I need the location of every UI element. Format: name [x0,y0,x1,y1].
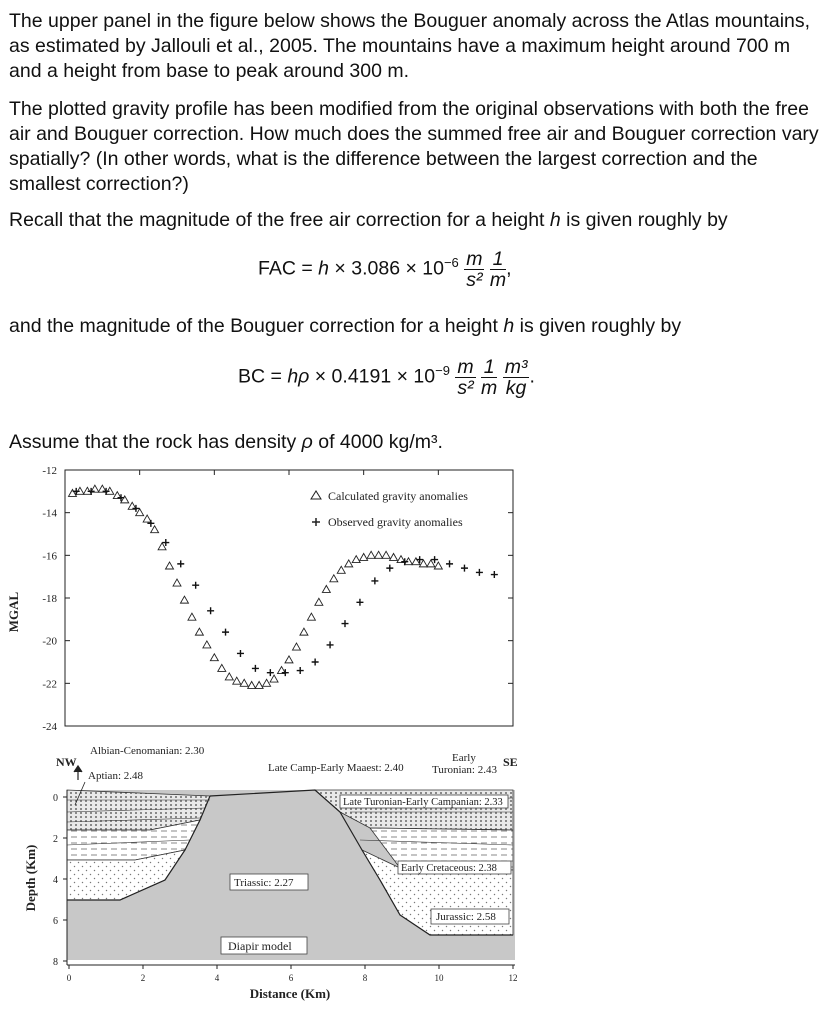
observed-point [297,667,304,674]
observed-point [118,494,125,501]
calculated-point [345,560,353,567]
label-se: SE [503,755,518,769]
distance-axis-label: Distance (Km) [249,986,331,1001]
calculated-point [225,673,233,680]
calculated-point [263,679,271,686]
observed-point [476,569,483,576]
observed-point [371,577,378,584]
paragraph-fac-intro: Recall that the magnitude of the free air correction for a height h is given roughly by [9,209,728,231]
observed-point [192,582,199,589]
label-early-2: Turonian: 2.43 [432,764,497,776]
fac-equation: FAC = $h \times 3.086 \times 10^{-6}$ $\frac{m}{\text{s²}}$ $\frac{1}{m}$ , [258,248,512,291]
observed-point [252,665,259,672]
calculated-point [285,656,293,663]
x-ticks [65,470,513,475]
calculated-point [218,664,226,671]
depth-tick-label: 0 [53,793,58,804]
observed-point [237,650,244,657]
legend-calculated: Calculated gravity anomalies [328,489,468,503]
calculated-point [375,551,383,558]
observed-point [177,560,184,567]
calculated-point [390,553,398,560]
calculated-point [203,641,211,648]
distance-tick-label: 2 [140,973,146,983]
calculated-point [255,681,263,688]
calculated-point [330,575,338,582]
calculated-point [352,556,360,563]
calculated-point [158,543,166,550]
observed-point [312,659,319,666]
paragraph-question: The plotted gravity profile has been modified from the original observations with both the free air and Bouguer correction. How much does the summed free air and Bouguer correction vary spatially? (In other words, what is the difference between the largest correction and the smallest correction?) [9,98,819,195]
y-tick-label: -12 [42,465,57,477]
paragraph-bc-intro: and the magnitude of the Bouguer correction for a height h is given roughly by [9,315,682,337]
label-albian: Albian-Cenomanian: 2.30 [90,745,205,757]
y-tick-label: -24 [42,721,57,733]
observed-point [491,571,498,578]
plot-frame [65,470,513,726]
observed-point [446,560,453,567]
distance-tick-label: 0 [66,973,72,983]
label-late-camp: Late Camp-Early Maaest: 2.40 [268,762,404,774]
calculated-point [315,598,323,605]
calculated-point [292,643,300,650]
distance-tick-group [67,965,518,983]
calculated-point [419,560,427,567]
bc-equation: BC = $h\rho \times 0.4191 \times 10^{-9}$ $\frac{m}{\text{s²}}$ $\frac{1}{m}$ $\frac{\text{m³}}{kg}$ . [238,356,535,399]
legend-triangle-icon [311,491,321,499]
y-tick-label: -14 [42,507,57,520]
label-early-1: Early [452,752,476,764]
depth-tick-group [53,793,67,968]
calculated-point [382,551,390,558]
calculated-point [180,596,188,603]
y-axis [42,465,513,733]
distance-tick-label: 8 [362,973,368,983]
legend [311,489,468,529]
calculated-point [248,681,256,688]
calculated-point [367,551,375,558]
label-jurassic: Jurassic: 2.58 [436,911,496,923]
observed-point [386,565,393,572]
label-nw: NW [56,755,77,769]
calculated-point [210,654,218,661]
observed-point [461,565,468,572]
calculated-point [307,613,315,620]
cross-section [23,745,518,1001]
calculated-point [173,579,181,586]
observed-point [222,629,229,636]
gravity-figure [0,455,825,1024]
calculated-point [412,558,420,565]
depth-tick-label: 8 [53,957,58,968]
label-diapir-model: Diapir model [228,939,292,953]
calculated-point [121,496,129,503]
calculated-point [151,526,159,533]
label-early-cretaceous: Early Cretaceous: 2.38 [401,863,497,874]
calculated-point [434,562,442,569]
legend-plus-icon [312,518,320,526]
distance-tick-label: 6 [288,973,294,983]
observed-point [147,520,154,527]
y-tick-label: -18 [42,593,57,605]
calculated-point [360,553,368,560]
label-triassic: Triassic: 2.27 [234,877,294,889]
depth-tick-label: 4 [53,875,58,886]
observed-point [267,669,274,676]
calculated-point [240,679,248,686]
calculated-point [188,613,196,620]
distance-tick-label: 12 [508,973,518,983]
y-tick-label: -20 [42,635,57,648]
observed-point [356,599,363,606]
calculated-point [270,675,278,682]
calculated-point [68,489,76,496]
calculated-point [233,677,241,684]
observed-point [207,607,214,614]
observed-point [342,620,349,627]
observed-point [327,641,334,648]
calculated-point [300,628,308,635]
calculated-point [195,628,203,635]
paragraph-intro: The upper panel in the figure below shows the Bouguer anomaly across the Atlas mountains, as estimated by Jallouli et al., 2005. The mountains have a maximum height around 700 m and a height from base to peak around 300 m. [9,10,811,82]
legend-observed: Observed gravity anomalies [328,515,463,529]
y-tick-label: -16 [42,550,57,563]
calculated-point [166,562,174,569]
paragraph-density: Assume that the rock has density ρ of 4000 kg/m³. [9,431,443,453]
distance-tick-label: 4 [214,973,220,983]
calculated-point [322,585,330,592]
depth-axis-label: Depth (Km) [23,844,38,912]
distance-tick-label: 10 [434,973,444,983]
y-tick-label: -22 [42,678,57,691]
observed-point [282,669,289,676]
label-late-turonian: Late Turonian-Early Campanian: 2.33 [343,797,503,808]
calculated-point [427,560,435,567]
label-aptian: Aptian: 2.48 [88,770,143,782]
y-axis-label: MGAL [6,591,21,633]
gravity-plot [6,465,513,733]
depth-tick-label: 6 [53,916,58,927]
depth-tick-label: 2 [53,834,58,845]
